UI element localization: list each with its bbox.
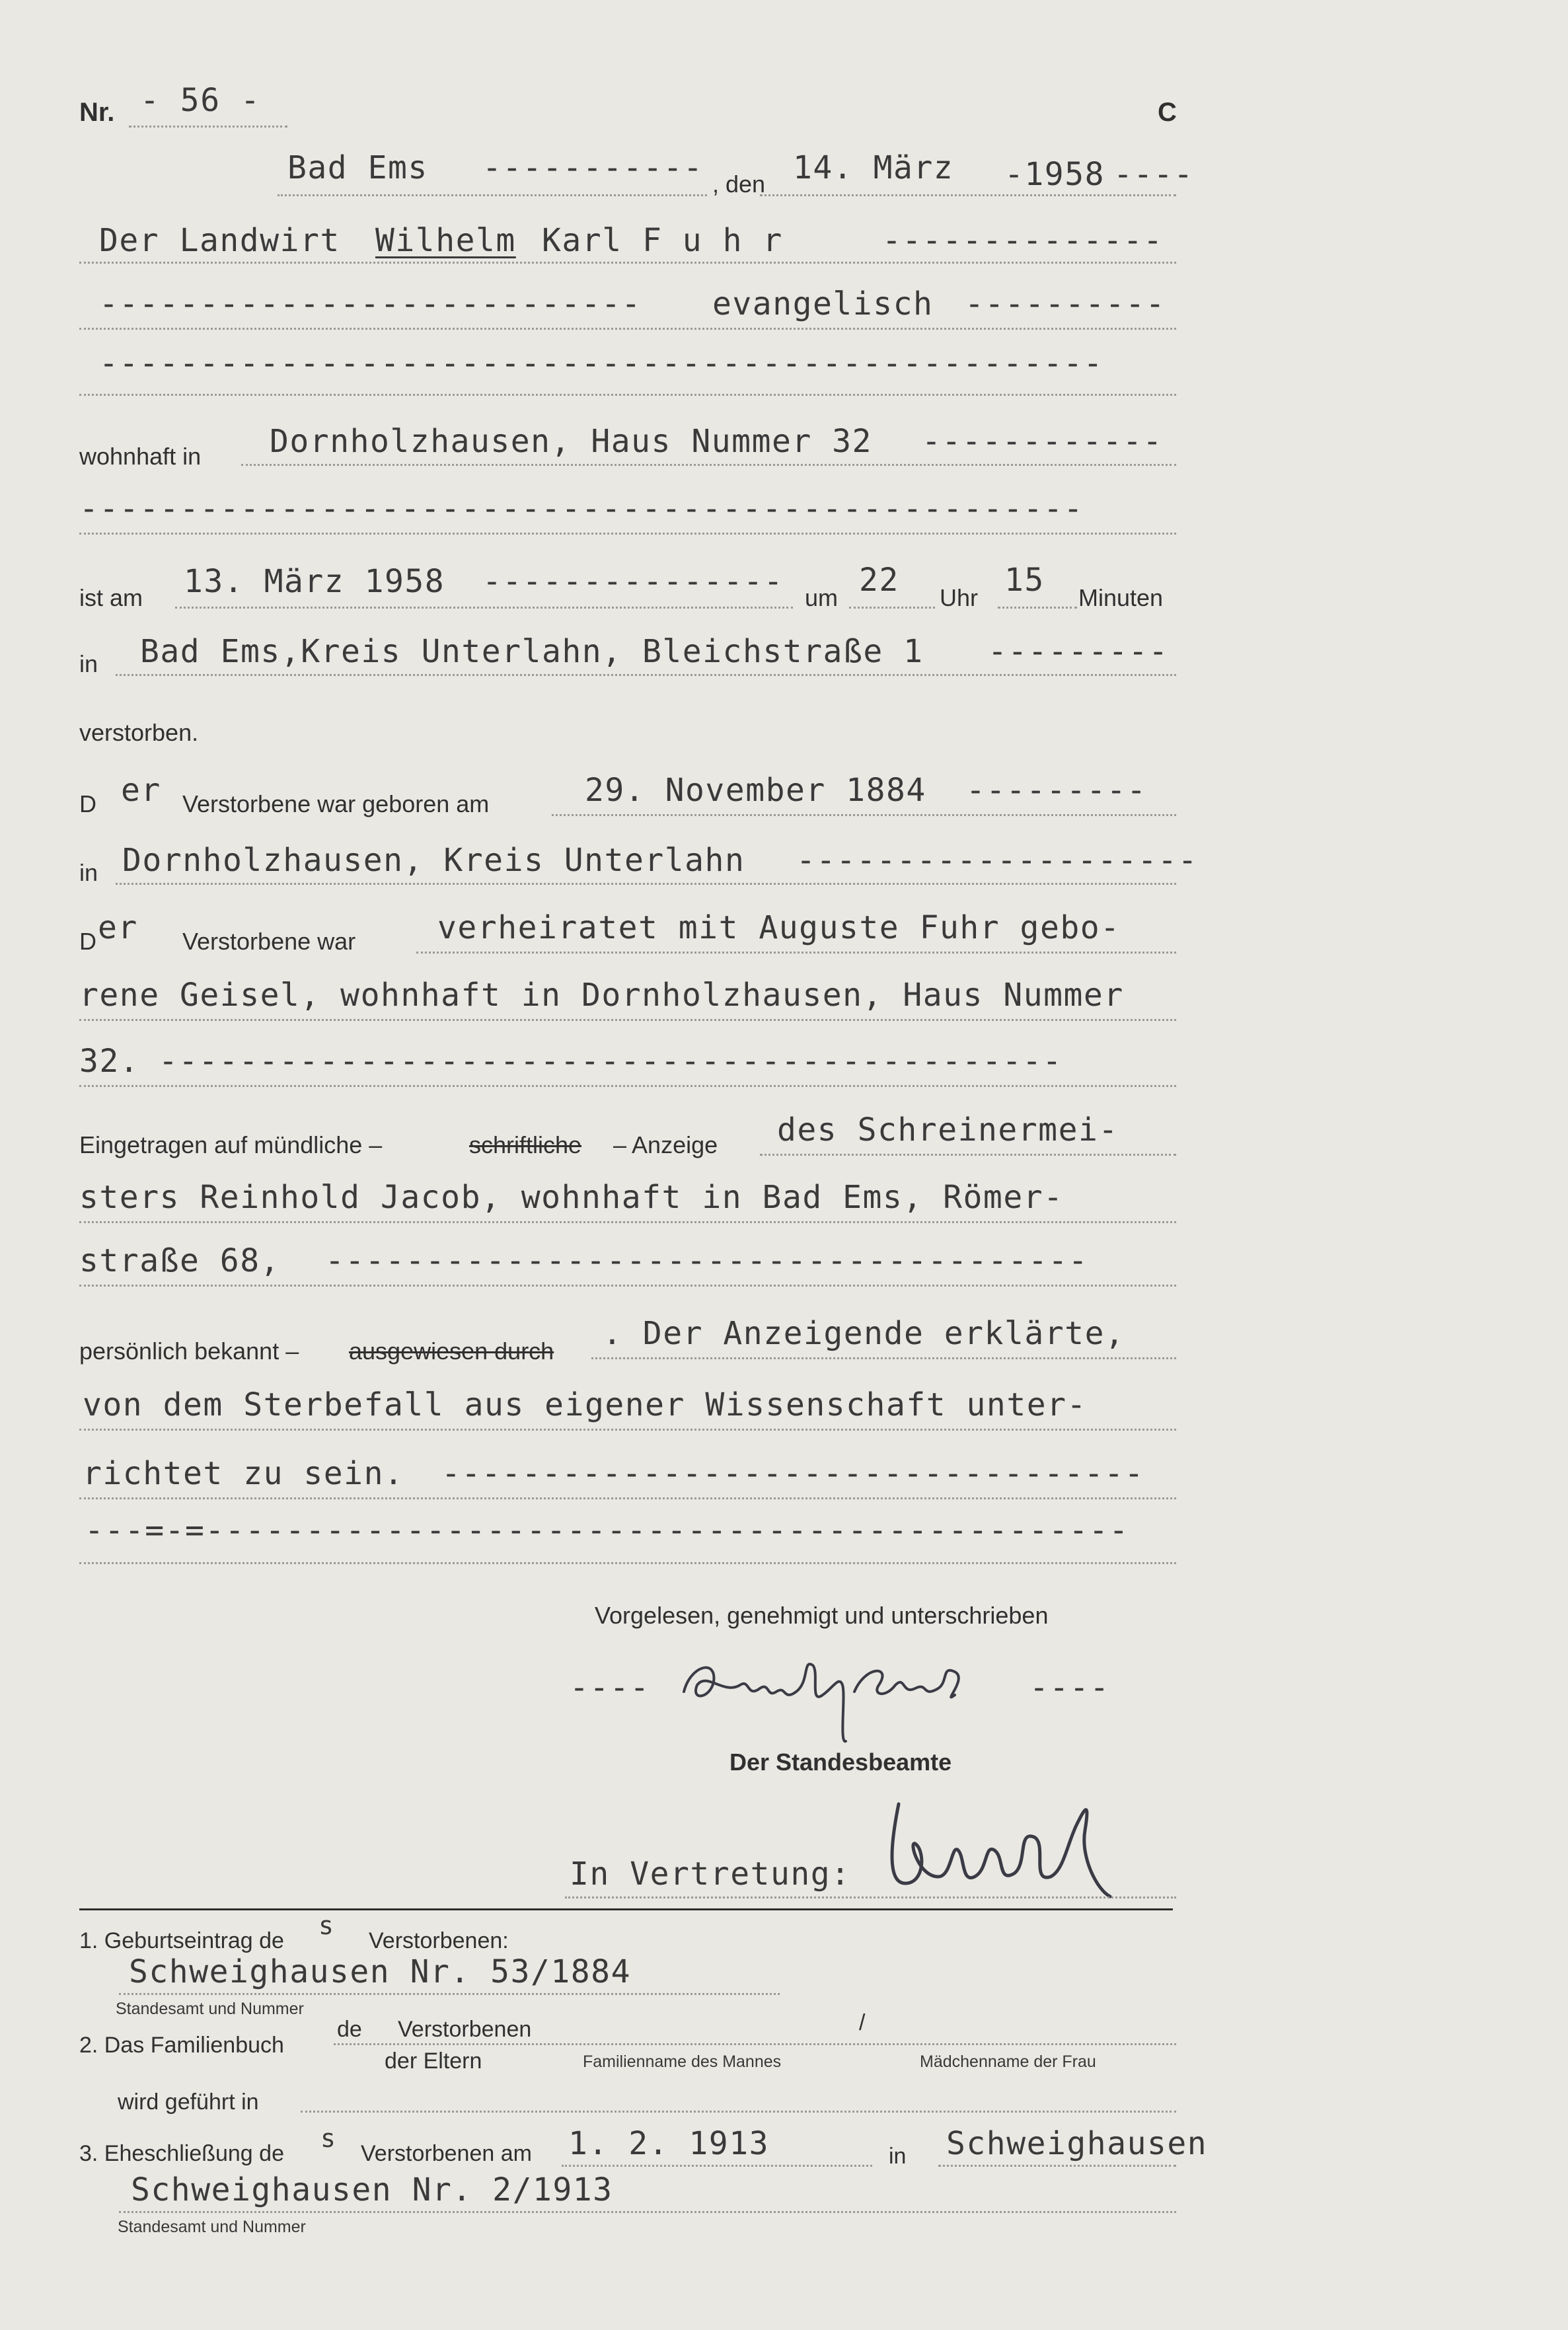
birth-date-dotline (552, 814, 1176, 816)
note3-date-dotline (562, 2165, 872, 2167)
identity-line-3-fill: ----------------------------------- (441, 1455, 1144, 1492)
um-label: um (805, 584, 839, 611)
blank-dotline-2 (79, 533, 1176, 535)
minute-dotline (998, 607, 1077, 609)
report-dotline-1 (760, 1154, 1176, 1156)
person-prefix: Der Landwirt (99, 222, 340, 259)
hour-dotline (849, 607, 935, 609)
identity-line-3: richtet zu sein. (83, 1455, 404, 1492)
note3-in-label: in (889, 2144, 907, 2169)
identity-dotline-4 (79, 1562, 1176, 1564)
minuten-label: Minuten (1078, 584, 1164, 611)
note2-dotline (334, 2043, 1176, 2045)
death-place-dotline (116, 674, 1176, 676)
note2-label: 2. Das Familienbuch (79, 2033, 284, 2058)
registrar-signature (879, 1784, 1130, 1903)
death-date: 13. März 1958 (184, 563, 445, 600)
note2-slash: / (859, 2010, 866, 2035)
deputy-label: In Vertretung: (570, 1856, 851, 1893)
informant-signature (677, 1645, 988, 1751)
note2-opt1-prefix: de (337, 2017, 362, 2042)
note2-opt2: der Eltern (385, 2048, 482, 2074)
person-dotline (79, 262, 1176, 264)
signature-left-dash: ---- (570, 1669, 650, 1706)
report-struck: schriftliche (469, 1131, 582, 1158)
birth-date-fill: --------- (966, 772, 1147, 809)
religion: evangelisch (712, 285, 934, 322)
birth-ending: er (121, 772, 161, 809)
note1-value: Schweighausen Nr. 53/1884 (129, 1953, 631, 1990)
marital-dotline-2 (79, 1019, 1176, 1021)
note3-place: Schweighausen (946, 2125, 1208, 2162)
number-value: - 56 - (140, 82, 261, 119)
marital-line-3: 32. (79, 1043, 140, 1080)
residence-dotline (241, 464, 1176, 466)
religion-fill: --------------------------- (99, 285, 642, 322)
death-hour: 22 (859, 562, 899, 599)
report-dotline-3 (79, 1285, 1176, 1287)
official-title: Der Standesbeamte (729, 1748, 952, 1776)
report-dotline-2 (79, 1221, 1176, 1223)
number-dotline (129, 126, 287, 128)
religion-tail: ---------- (965, 285, 1166, 322)
deputy-dotline (565, 1897, 1176, 1898)
marital-line-3-fill: --------------------------------------------- (159, 1043, 1063, 1080)
year: -1958 (1004, 156, 1105, 193)
note1-caption: Standesamt und Nummer (116, 2000, 304, 2018)
marital-dotline-1 (416, 952, 1176, 954)
birth-place: Dornholzhausen, Kreis Unterlahn (122, 842, 745, 879)
note2-caption-wife: Mädchenname der Frau (920, 2052, 1096, 2071)
uhr-label: Uhr (940, 584, 979, 611)
place-dotline (278, 194, 707, 196)
note3-label: 3. Eheschließung de (79, 2141, 284, 2166)
blank-line-1: -------------------------------------------------- (99, 345, 1103, 382)
person-first-name: Wilhelm (375, 222, 516, 259)
marital-label: Verstorbene war (182, 928, 356, 955)
identity-dotline-2 (79, 1429, 1176, 1431)
note3-caption: Standesamt und Nummer (118, 2218, 306, 2236)
birth-label: Verstorbene war geboren am (182, 790, 490, 817)
residence-value: Dornholzhausen, Haus Nummer 32 (270, 423, 872, 460)
note3-date: 1. 2. 1913 (568, 2125, 769, 2162)
note1-label: 1. Geburtseintrag de (79, 1928, 284, 1953)
report-line-3-fill: -------------------------------------- (325, 1242, 1089, 1279)
identity-label: persönlich bekannt – (79, 1337, 299, 1365)
death-date-fill: --------------- (482, 563, 784, 600)
form-letter: C (1158, 98, 1177, 127)
birth-in-label: in (79, 859, 98, 886)
signature-right-dash: ---- (1029, 1669, 1110, 1706)
identity-line-2: von dem Sterbefall aus eigener Wissenschaft unter- (83, 1386, 1087, 1423)
identity-line-1: . Der Anzeigende erklärte, (603, 1315, 1125, 1352)
ist-am-label: ist am (79, 584, 143, 611)
note3-dotline (119, 2211, 1176, 2213)
birth-date: 29. November 1884 (585, 772, 926, 809)
note2-kept-label: wird geführt in (118, 2089, 259, 2115)
identity-dotline-3 (79, 1497, 1176, 1499)
section-divider (79, 1908, 1173, 1910)
death-place: Bad Ems,Kreis Unterlahn, Bleichstraße 1 (140, 633, 924, 670)
identity-line-4: ---=-=---------------------------------------------- (85, 1512, 1129, 1549)
blank-dotline-1 (79, 394, 1176, 396)
den-label: , den (712, 170, 766, 198)
birth-place-dotline (116, 883, 1176, 885)
religion-dotline (79, 328, 1176, 330)
note1-suffix: s (318, 1911, 335, 1940)
note1-tail: Verstorbenen: (369, 1928, 509, 1953)
place-fill: ----------- (482, 149, 704, 186)
birth-d-label: D (79, 790, 96, 817)
report-label-a: Eingetragen auf mündliche – (79, 1131, 383, 1158)
verstorben-label: verstorben. (79, 719, 199, 746)
date-dotline (760, 194, 1176, 196)
date-tail: ---- (1113, 156, 1194, 193)
marital-dotline-3 (79, 1085, 1176, 1087)
death-date-dotline (175, 607, 793, 609)
death-minute: 15 (1004, 562, 1045, 599)
note3-place-dotline (938, 2165, 1176, 2167)
note1-dotline (119, 1993, 780, 1995)
death-in-label: in (79, 650, 98, 677)
note3-suffix: s (320, 2124, 337, 2153)
blank-line-2: -------------------------------------------------- (79, 490, 1084, 527)
marital-line-2: rene Geisel, wohnhaft in Dornholzhausen, Haus Nummer (79, 977, 1124, 1014)
identity-dotline-1 (591, 1357, 1176, 1359)
date: 14. März (793, 149, 954, 186)
person-rest: Karl F u h r (542, 222, 783, 259)
birth-place-fill: -------------------- (796, 842, 1198, 879)
report-line-2: sters Reinhold Jacob, wohnhaft in Bad Ems, Römer- (79, 1179, 1064, 1216)
report-line-3: straße 68, (79, 1242, 280, 1279)
death-place-fill: --------- (988, 633, 1169, 670)
report-line-1: des Schreinermei- (777, 1111, 1119, 1148)
place: Bad Ems (287, 149, 428, 186)
marital-ending: er (98, 909, 138, 946)
number-label: Nr. (79, 98, 115, 127)
note2-caption-husband: Familienname des Mannes (583, 2052, 782, 2071)
identity-struck: ausgewiesen durch (349, 1337, 554, 1365)
residence-label: wohnhaft in (79, 443, 202, 470)
residence-fill: ------------ (922, 423, 1163, 460)
person-fill: -------------- (882, 222, 1164, 259)
note2-opt1: Verstorbenen (398, 2017, 532, 2042)
marital-d-label: D (79, 928, 96, 955)
read-approved-text: Vorgelesen, genehmigt und unterschrieben (595, 1602, 1049, 1629)
report-label-b: – Anzeige (613, 1131, 718, 1158)
note3-value: Schweighausen Nr. 2/1913 (131, 2171, 613, 2208)
note2-kept-dotline (301, 2111, 1176, 2113)
note3-tail: Verstorbenen am (361, 2141, 532, 2166)
marital-line-1: verheiratet mit Auguste Fuhr gebo- (437, 909, 1121, 946)
